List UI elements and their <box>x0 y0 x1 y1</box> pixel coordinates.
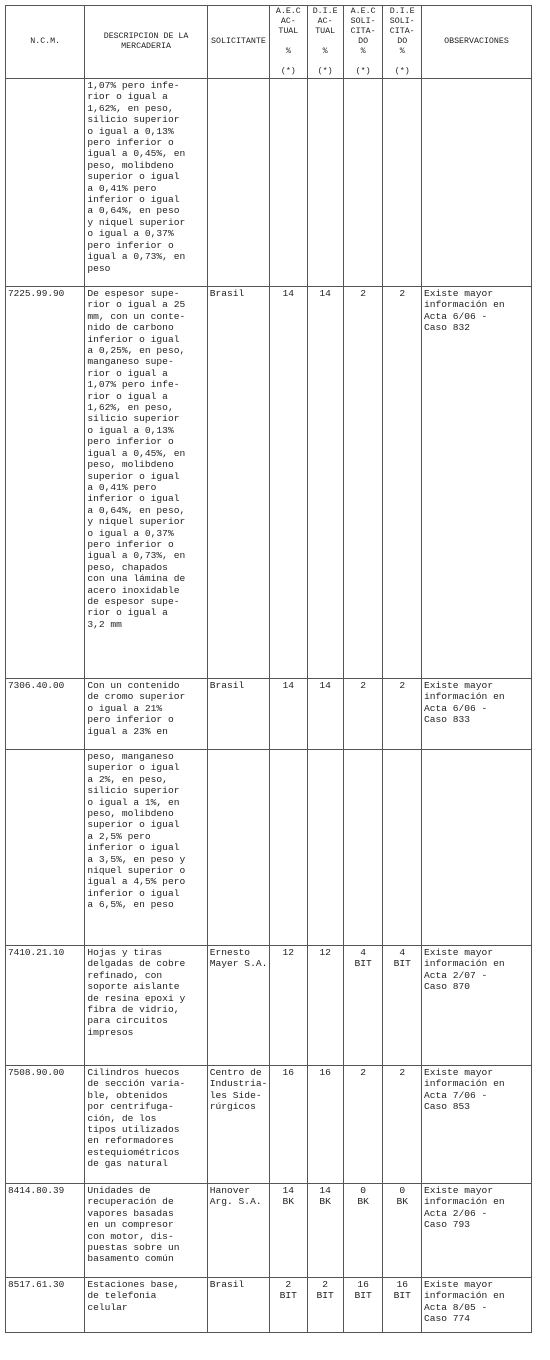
cell-descripcion-line: superior o igual <box>87 470 180 482</box>
cell-descripcion-line: en reformadores <box>87 1135 174 1147</box>
header-line: A.E.C <box>275 7 301 16</box>
cell-descripcion-line: fibra de vidrio, <box>87 1004 180 1016</box>
cell-die-actual <box>307 1066 343 1184</box>
cell-ncm <box>6 1184 85 1278</box>
cell-observaciones <box>421 1184 531 1278</box>
cell-descripcion <box>85 1184 207 1278</box>
cell-die-solicitado-line: 16 <box>396 1279 408 1290</box>
cell-die-actual <box>307 79 343 287</box>
cell-descripcion-line: igual a 23% en <box>87 725 168 737</box>
cell-ncm <box>6 79 85 287</box>
cell-observaciones-line: Caso 774 <box>423 1313 471 1325</box>
cell-descripcion-line: igual a 0,45%, en <box>87 148 186 160</box>
cell-solicitante <box>207 1278 269 1333</box>
cell-observaciones-line: Caso 853 <box>423 1101 471 1113</box>
cell-solicitante-line: Brasil <box>209 288 245 299</box>
cell-ncm <box>6 750 85 946</box>
cell-die-solicitado-line: BIT <box>393 958 411 970</box>
table-row <box>6 287 532 679</box>
cell-die-solicitado-line: 4 <box>399 947 406 958</box>
cell-descripcion-line: peso <box>87 262 111 274</box>
cell-solicitante-line: Centro de <box>209 1067 262 1078</box>
cell-aec-actual <box>270 750 307 946</box>
table-row <box>6 1066 532 1184</box>
cell-die-solicitado-line: 0 <box>399 1185 406 1196</box>
cell-descripcion-line: delgadas de cobre <box>87 958 186 970</box>
cell-descripcion-line: pero inferior o <box>87 239 174 251</box>
cell-descripcion-line: inferior o igual <box>87 493 180 505</box>
cell-descripcion-line: ble, obtenidos <box>87 1089 168 1101</box>
cell-die-solicitado-line: 2 <box>399 1067 406 1078</box>
cell-observaciones-line: Acta 6/06 - <box>423 310 488 322</box>
cell-descripcion-line: inferior o igual <box>87 194 180 206</box>
cell-descripcion-line: o igual a 0,13% <box>87 125 174 137</box>
cell-die-actual <box>307 946 343 1066</box>
cell-descripcion-line: vapores basadas <box>87 1207 174 1219</box>
cell-aec-actual-line: 14 <box>282 1185 295 1196</box>
header-descripcion <box>85 6 207 79</box>
cell-aec-solicitado <box>343 1066 383 1184</box>
header-line: (*) <box>280 67 296 76</box>
cell-observaciones-line: Existe mayor <box>423 947 494 958</box>
cell-die-solicitado-line: BK <box>396 1196 408 1208</box>
cell-descripcion-line: de cromo superior <box>87 691 186 703</box>
header-aec-solicitado <box>343 6 383 79</box>
cell-aec-solicitado <box>343 79 383 287</box>
cell-descripcion-line: soporte aislante <box>87 981 180 993</box>
header-line: AC- <box>317 17 333 26</box>
cell-observaciones-line: Caso 870 <box>423 981 471 993</box>
cell-die-solicitado-line: BIT <box>393 1290 411 1302</box>
header-observaciones: OBSERVACIONES <box>421 6 531 79</box>
cell-aec-actual <box>270 1066 307 1184</box>
header-line <box>345 57 382 67</box>
cell-solicitante <box>207 946 269 1066</box>
cell-observaciones-line: Acta 2/06 - <box>423 1207 488 1219</box>
cell-aec-actual-line: 14 <box>282 288 295 299</box>
cell-descripcion-line: igual a 0,73%, en <box>87 550 186 562</box>
cell-descripcion-line: en un compresor <box>87 1219 174 1231</box>
cell-descripcion-line: De espesor supe- <box>87 288 180 299</box>
cell-ncm-line: 7410.21.10 <box>8 947 65 958</box>
cell-descripcion-line: o igual a 0,13% <box>87 424 174 436</box>
cell-descripcion-line: peso, manganeso <box>87 751 174 762</box>
cell-descripcion-line: tipos utilizados <box>87 1124 180 1136</box>
cell-solicitante-line: Hanover <box>209 1185 251 1196</box>
cell-aec-solicitado-line: BIT <box>354 958 372 970</box>
header-die-actual <box>307 6 343 79</box>
cell-aec-actual <box>270 287 307 679</box>
cell-die-actual <box>307 1278 343 1333</box>
cell-descripcion-line: a 0,25%, en peso, <box>87 345 186 357</box>
cell-die-actual-line: 16 <box>319 1067 331 1078</box>
cell-descripcion-line: de telefonia <box>87 1290 157 1302</box>
cell-die-solicitado-line: 2 <box>399 680 406 691</box>
header-line: SOLI- <box>350 17 376 26</box>
cell-descripcion-line: ción, de los <box>87 1112 157 1124</box>
cell-descripcion-line: a 0,41% pero <box>87 182 157 194</box>
cell-descripcion-line: silicio superior <box>87 413 180 425</box>
header-line <box>271 37 305 47</box>
header-line: % <box>285 47 291 56</box>
cell-descripcion-line: o igual a 1%, en <box>87 796 180 808</box>
cell-descripcion-line: rior o igual a <box>87 390 168 402</box>
cell-descripcion-line: Unidades de <box>87 1185 151 1196</box>
cell-solicitante <box>207 679 269 750</box>
table-row <box>6 679 532 750</box>
cell-descripcion-line: puestas sobre un <box>87 1242 180 1254</box>
cell-descripcion-line: silicio superior <box>87 785 180 797</box>
cell-observaciones <box>421 287 531 679</box>
header-line: SOLI- <box>389 17 415 26</box>
cell-descripcion-line: superior o igual <box>87 819 180 831</box>
cell-ncm-line: 8517.61.30 <box>8 1279 65 1290</box>
cell-descripcion-line: peso, molibdeno <box>87 459 174 471</box>
cell-descripcion-line: o igual a 0,37% <box>87 527 174 539</box>
cell-die-actual-line: 12 <box>319 947 331 958</box>
cell-descripcion-line: rior o igual a <box>87 91 168 103</box>
cell-observaciones-line: información en <box>423 1196 505 1208</box>
cell-die-actual-line: 14 <box>319 1185 331 1196</box>
cell-solicitante-line: les Side- <box>209 1089 262 1101</box>
header-line: DO <box>397 37 408 46</box>
cell-descripcion-line: a 0,64%, en peso, <box>87 504 186 516</box>
cell-aec-solicitado-line: BK <box>357 1196 369 1208</box>
cell-observaciones-line: Caso 832 <box>423 322 471 334</box>
header-descripcion-line: MERCADERIA <box>121 42 171 51</box>
cell-observaciones-line: información en <box>423 299 505 311</box>
cell-observaciones-line: información en <box>423 691 505 703</box>
cell-descripcion-line: a 0,41% pero <box>87 481 157 493</box>
table-row <box>6 79 532 287</box>
cell-solicitante <box>207 287 269 679</box>
cell-ncm <box>6 946 85 1066</box>
cell-ncm-line: 8414.80.39 <box>8 1185 65 1196</box>
cell-ncm-line: 7508.90.00 <box>8 1067 65 1078</box>
cell-descripcion-line: o igual a 0,37% <box>87 228 174 240</box>
header-line: TUAL <box>315 27 336 36</box>
cell-descripcion-line: superior o igual <box>87 762 180 774</box>
cell-descripcion-line: rior o igual a <box>87 367 168 379</box>
cell-descripcion-line: o igual a 21% <box>87 702 163 714</box>
cell-descripcion-line: a 3,5%, en peso y <box>87 853 186 865</box>
header-line: % <box>399 47 405 56</box>
cell-descripcion-line: 1,07% pero infe- <box>87 80 180 91</box>
cell-observaciones-line: Caso 833 <box>423 714 471 726</box>
cell-observaciones-line: Acta 6/06 - <box>423 702 488 714</box>
cell-observaciones-line: información en <box>423 958 505 970</box>
cell-aec-solicitado <box>343 1278 383 1333</box>
cell-descripcion-line: celular <box>87 1301 128 1313</box>
cell-die-actual-line: BIT <box>316 1290 334 1302</box>
cell-die-solicitado <box>383 679 422 750</box>
cell-descripcion-line: de resina epoxi y <box>87 992 186 1004</box>
cell-descripcion-line: a 2,5% pero <box>87 830 151 842</box>
table-row <box>6 750 532 946</box>
cell-descripcion <box>85 679 207 750</box>
cell-die-actual <box>307 679 343 750</box>
cell-descripcion-line: inferior o igual <box>87 842 180 854</box>
cell-aec-solicitado <box>343 679 383 750</box>
cell-aec-actual <box>270 1184 307 1278</box>
cell-solicitante-line: rúrgicos <box>209 1101 256 1113</box>
cell-observaciones <box>421 946 531 1066</box>
cell-observaciones-line: Existe mayor <box>423 288 494 299</box>
cell-die-actual <box>307 1184 343 1278</box>
cell-descripcion <box>85 946 207 1066</box>
cell-die-actual <box>307 750 343 946</box>
cell-observaciones-line: Existe mayor <box>423 1067 494 1078</box>
cell-descripcion-line: pero inferior o <box>87 538 174 550</box>
cell-observaciones-line: Acta 2/07 - <box>423 969 488 981</box>
cell-die-solicitado <box>383 79 422 287</box>
cell-aec-solicitado-line: 16 <box>357 1279 369 1290</box>
table-row <box>6 946 532 1066</box>
cell-observaciones-line: Caso 793 <box>423 1219 471 1231</box>
header-line: TUAL <box>278 27 299 36</box>
cell-aec-actual <box>270 1278 307 1333</box>
table-row <box>6 1184 532 1278</box>
cell-descripcion-line: inferior o igual <box>87 333 180 345</box>
cell-aec-actual-line: 16 <box>282 1067 295 1078</box>
header-line: (*) <box>394 67 410 76</box>
header-line: (*) <box>317 67 333 76</box>
cell-ncm <box>6 679 85 750</box>
cell-observaciones <box>421 679 531 750</box>
cell-die-solicitado <box>383 946 422 1066</box>
cell-descripcion-line: de sección varia- <box>87 1078 186 1090</box>
header-line: DO <box>358 37 369 46</box>
cell-aec-solicitado-line: 2 <box>360 680 366 691</box>
cell-solicitante <box>207 750 269 946</box>
cell-descripcion <box>85 1066 207 1184</box>
cell-solicitante-line: Industria- <box>209 1078 268 1090</box>
cell-descripcion-line: basamento común <box>87 1253 174 1265</box>
cell-observaciones-line: Existe mayor <box>423 680 494 691</box>
cell-aec-solicitado-line: 2 <box>360 288 366 299</box>
cell-descripcion-line: pero inferior o <box>87 137 174 149</box>
cell-descripcion <box>85 287 207 679</box>
tariff-table <box>5 5 532 1333</box>
cell-descripcion-line: con motor, dis- <box>87 1230 174 1242</box>
cell-aec-actual-line: BIT <box>279 1290 297 1302</box>
cell-die-solicitado <box>383 1278 422 1333</box>
cell-descripcion-line: Con un contenido <box>87 680 180 691</box>
header-line: CITA- <box>389 27 415 36</box>
cell-aec-solicitado <box>343 1184 383 1278</box>
cell-solicitante-line: Arg. S.A. <box>209 1196 262 1208</box>
cell-aec-actual-line: BK <box>282 1196 295 1208</box>
cell-solicitante <box>207 1066 269 1184</box>
header-solicitante: SOLICITANTE <box>207 6 269 79</box>
cell-aec-actual-line: 2 <box>285 1279 292 1290</box>
table-body <box>6 79 532 1333</box>
header-line <box>271 57 305 67</box>
cell-descripcion-line: superior o igual <box>87 171 180 183</box>
cell-aec-solicitado <box>343 946 383 1066</box>
cell-observaciones-line: Existe mayor <box>423 1279 494 1290</box>
cell-descripcion-line: silicio superior <box>87 114 180 126</box>
cell-descripcion-line: a 2%, en peso, <box>87 773 168 785</box>
cell-descripcion-line: 1,07% pero infe- <box>87 379 180 391</box>
header-line: D.I.E <box>389 7 415 16</box>
cell-descripcion-line: a 0,64%, en peso <box>87 205 180 217</box>
cell-die-solicitado <box>383 1066 422 1184</box>
header-line: D.I.E <box>312 7 338 16</box>
cell-descripcion-line: igual a 0,73%, en <box>87 251 186 263</box>
cell-aec-solicitado <box>343 750 383 946</box>
cell-ncm <box>6 1066 85 1184</box>
cell-aec-actual <box>270 679 307 750</box>
cell-aec-actual <box>270 79 307 287</box>
header-descripcion-line: DESCRIPCION DE LA <box>103 32 189 41</box>
header-line <box>384 57 420 67</box>
cell-descripcion-line: refinado, con <box>87 969 163 981</box>
cell-aec-solicitado-line: BIT <box>354 1290 372 1302</box>
cell-aec-solicitado <box>343 287 383 679</box>
cell-descripcion-line: para circuitos <box>87 1015 168 1027</box>
cell-die-actual <box>307 287 343 679</box>
cell-descripcion-line: peso, molibdeno <box>87 808 174 820</box>
header-aec-actual <box>270 6 307 79</box>
cell-observaciones <box>421 79 531 287</box>
cell-ncm-line: 7225.99.90 <box>8 288 65 299</box>
cell-die-solicitado-line: 2 <box>399 288 406 299</box>
header-line: % <box>360 47 366 56</box>
header-ncm: N.C.M. <box>6 6 85 79</box>
cell-ncm-line: 7306.40.00 <box>8 680 65 691</box>
header-line: A.E.C <box>350 7 376 16</box>
cell-solicitante <box>207 79 269 287</box>
cell-descripcion-line: igual a 0,45%, en <box>87 447 186 459</box>
cell-descripcion-line: y niquel superior <box>87 216 186 228</box>
cell-descripcion-line: 1,62%, en peso, <box>87 402 174 414</box>
cell-descripcion-line: recuperación de <box>87 1196 174 1208</box>
cell-die-solicitado <box>383 750 422 946</box>
cell-descripcion-line: peso, molibdeno <box>87 159 174 171</box>
cell-observaciones-line: Acta 8/05 - <box>423 1301 488 1313</box>
cell-descripcion-line: mm, con un conte- <box>87 310 186 322</box>
cell-descripcion-line: pero inferior o <box>87 714 174 726</box>
cell-observaciones <box>421 1066 531 1184</box>
cell-descripcion-line: Cilindros huecos <box>87 1067 180 1078</box>
cell-descripcion-line: acero inoxidable <box>87 584 180 596</box>
cell-descripcion-line: rior o igual a <box>87 607 168 619</box>
header-line: CITA- <box>350 27 376 36</box>
cell-aec-actual-line: 12 <box>282 947 295 958</box>
cell-descripcion-line: Hojas y tiras <box>87 947 163 958</box>
cell-die-actual-line: BK <box>319 1196 331 1208</box>
header-line: (*) <box>355 67 371 76</box>
cell-descripcion-line: Estaciones base, <box>87 1279 180 1290</box>
header-line <box>309 57 342 67</box>
cell-ncm <box>6 287 85 679</box>
header-die-solicitado <box>383 6 422 79</box>
cell-die-actual-line: 2 <box>322 1279 329 1290</box>
cell-descripcion-line: con una lámina de <box>87 573 186 585</box>
cell-observaciones-line: información en <box>423 1290 505 1302</box>
cell-descripcion-line: igual a 4,5% pero <box>87 876 186 888</box>
cell-solicitante-line: Brasil <box>209 680 245 691</box>
cell-ncm <box>6 1278 85 1333</box>
cell-descripcion-line: y niquel superior <box>87 516 186 528</box>
cell-descripcion-line: 1,62%, en peso, <box>87 102 174 114</box>
cell-die-solicitado <box>383 1184 422 1278</box>
cell-observaciones <box>421 750 531 946</box>
cell-aec-actual-line: 14 <box>282 680 295 691</box>
cell-descripcion-line: de gas natural <box>87 1158 168 1170</box>
cell-descripcion <box>85 1278 207 1333</box>
cell-aec-actual <box>270 946 307 1066</box>
table-row <box>6 1278 532 1333</box>
cell-descripcion-line: estequiométricos <box>87 1146 180 1158</box>
cell-die-solicitado <box>383 287 422 679</box>
cell-descripcion-line: niquel superior o <box>87 865 186 877</box>
cell-die-actual-line: 14 <box>319 680 331 691</box>
cell-descripcion-line: impresos <box>87 1026 134 1038</box>
cell-descripcion-line: a 6,5%, en peso <box>87 899 174 911</box>
cell-aec-solicitado-line: 0 <box>360 1185 366 1196</box>
cell-descripcion-line: peso, chapados <box>87 561 168 573</box>
header-row <box>6 6 532 79</box>
cell-aec-solicitado-line: 4 <box>360 947 366 958</box>
cell-observaciones-line: información en <box>423 1078 505 1090</box>
cell-descripcion-line: rior o igual a 25 <box>87 299 186 311</box>
cell-observaciones-line: Existe mayor <box>423 1185 494 1196</box>
cell-aec-solicitado-line: 2 <box>360 1067 366 1078</box>
cell-solicitante-line: Mayer S.A. <box>209 958 268 970</box>
cell-descripcion-line: 3,2 mm <box>87 618 122 630</box>
cell-die-actual-line: 14 <box>319 288 331 299</box>
cell-descripcion-line: manganeso supe- <box>87 356 174 368</box>
cell-observaciones-line: Acta 7/06 - <box>423 1089 488 1101</box>
cell-observaciones <box>421 1278 531 1333</box>
cell-solicitante-line: Ernesto <box>209 947 251 958</box>
cell-descripcion-line: inferior o igual <box>87 887 180 899</box>
cell-descripcion-line: por centrifuga- <box>87 1101 174 1113</box>
cell-descripcion-line: nido de carbono <box>87 322 174 334</box>
header-line: % <box>322 47 328 56</box>
cell-descripcion-line: pero inferior o <box>87 436 174 448</box>
cell-descripcion-line: de espesor supe- <box>87 595 180 607</box>
header-line <box>309 37 342 47</box>
cell-descripcion <box>85 750 207 946</box>
header-line: AC- <box>280 17 296 26</box>
cell-solicitante-line: Brasil <box>209 1279 245 1290</box>
cell-descripcion <box>85 79 207 287</box>
cell-solicitante <box>207 1184 269 1278</box>
